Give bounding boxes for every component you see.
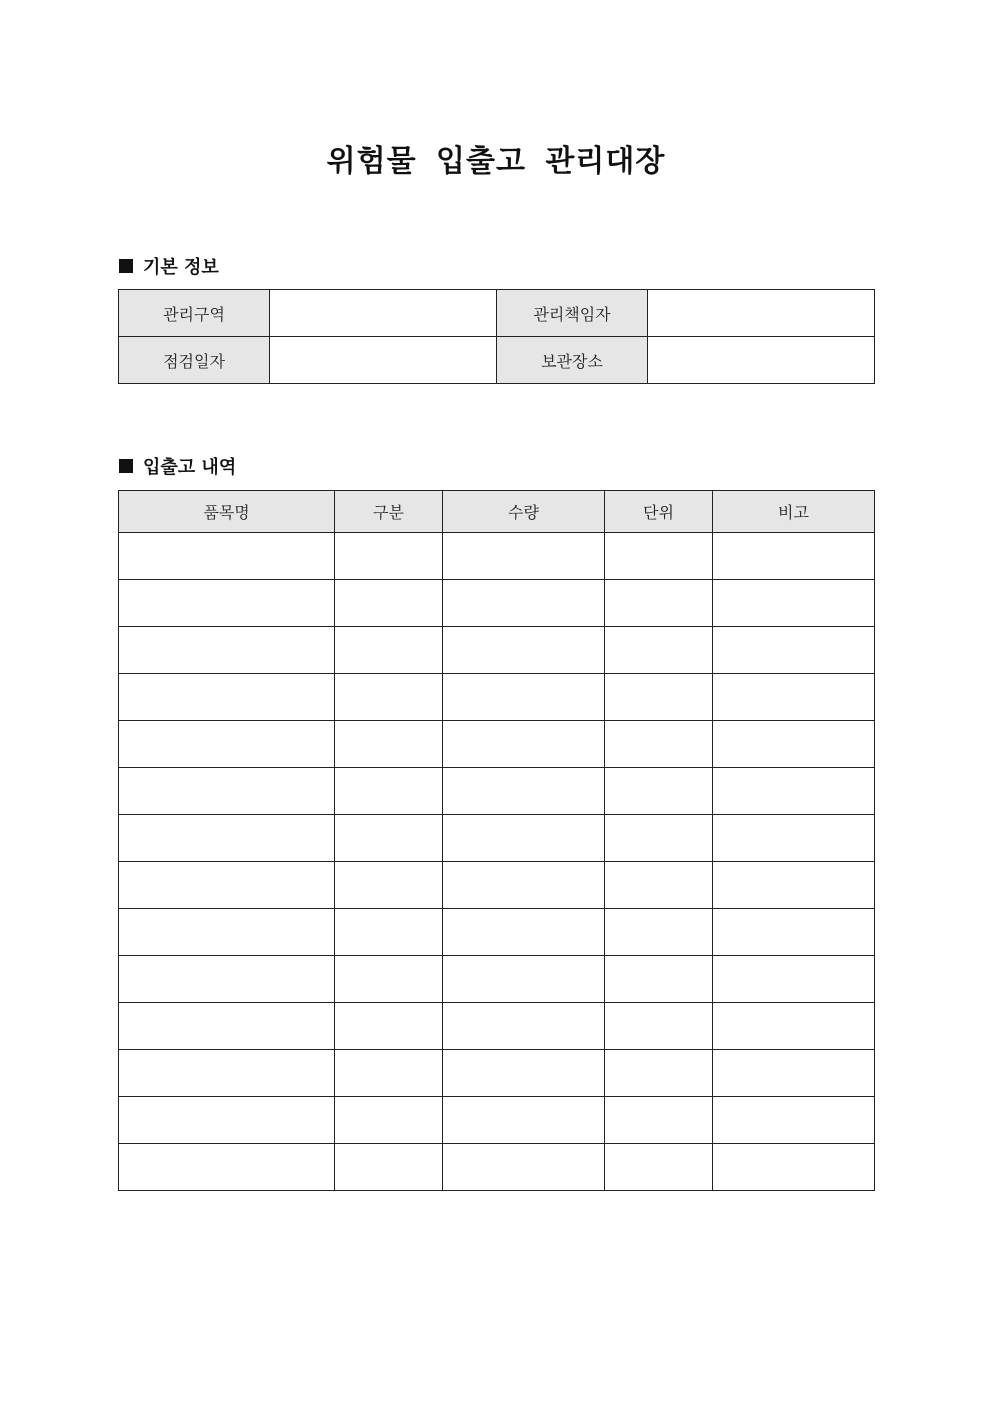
table-row [119,290,875,337]
item-name-cell[interactable] [119,674,335,721]
history-table [118,490,875,1191]
quantity-cell[interactable] [443,1097,605,1144]
quantity-cell[interactable] [443,627,605,674]
quantity-cell[interactable] [443,768,605,815]
history-table-body [119,533,875,1191]
remarks-cell[interactable] [713,956,875,1003]
item-name-cell[interactable] [119,1097,335,1144]
item-name-cell[interactable] [119,533,335,580]
unit-cell[interactable] [605,909,713,956]
unit-cell[interactable] [605,862,713,909]
page-title: 위험물 입출고 관리대장 [326,144,666,179]
quantity-cell[interactable] [443,909,605,956]
quantity-cell[interactable] [443,956,605,1003]
item-name-cell[interactable] [119,1003,335,1050]
table-row [119,337,875,384]
unit-cell[interactable] [605,815,713,862]
unit-cell[interactable] [605,768,713,815]
table-row [119,956,875,1003]
unit-cell[interactable] [605,533,713,580]
quantity-cell[interactable] [443,1144,605,1191]
remarks-cell[interactable] [713,721,875,768]
remarks-cell[interactable] [713,674,875,721]
remarks-cell[interactable] [713,533,875,580]
remarks-cell[interactable] [713,862,875,909]
type-cell[interactable] [335,862,443,909]
quantity-cell[interactable] [443,580,605,627]
remarks-cell[interactable] [713,768,875,815]
quantity-cell[interactable] [443,815,605,862]
quantity-cell[interactable] [443,862,605,909]
section-heading-history [119,453,236,479]
type-cell[interactable] [335,956,443,1003]
column-header-remarks: 비고 [713,491,875,533]
unit-cell[interactable] [605,674,713,721]
unit-cell[interactable] [605,1144,713,1191]
table-row [119,909,875,956]
section-heading-basic-info [119,253,219,279]
table-row [119,862,875,909]
section-heading-label: 입출고 내역 [143,457,237,478]
type-cell[interactable] [335,768,443,815]
table-row [119,1050,875,1097]
remarks-cell[interactable] [713,815,875,862]
square-bullet-icon [119,459,133,473]
column-header-type: 구분 [335,491,443,533]
manager-label: 관리책임자 [497,290,648,337]
remarks-cell[interactable] [713,1050,875,1097]
remarks-cell[interactable] [713,1003,875,1050]
quantity-cell[interactable] [443,1003,605,1050]
table-header-row [119,491,875,533]
table-row [119,674,875,721]
table-row [119,627,875,674]
storage-location-field[interactable] [648,337,875,384]
unit-cell[interactable] [605,627,713,674]
section-heading-label: 기본 정보 [143,257,219,278]
inspection-date-label: 점검일자 [119,337,270,384]
item-name-cell[interactable] [119,1144,335,1191]
item-name-cell[interactable] [119,768,335,815]
type-cell[interactable] [335,1144,443,1191]
basic-info-table [118,289,875,384]
type-cell[interactable] [335,627,443,674]
square-bullet-icon [119,259,133,273]
type-cell[interactable] [335,1050,443,1097]
quantity-cell[interactable] [443,533,605,580]
management-area-field[interactable] [270,290,497,337]
table-row [119,533,875,580]
unit-cell[interactable] [605,1097,713,1144]
type-cell[interactable] [335,533,443,580]
quantity-cell[interactable] [443,674,605,721]
unit-cell[interactable] [605,1003,713,1050]
table-row [119,815,875,862]
unit-cell[interactable] [605,721,713,768]
column-header-unit: 단위 [605,491,713,533]
column-header-item-name: 품목명 [119,491,335,533]
remarks-cell[interactable] [713,1097,875,1144]
unit-cell[interactable] [605,580,713,627]
type-cell[interactable] [335,674,443,721]
item-name-cell[interactable] [119,580,335,627]
item-name-cell[interactable] [119,956,335,1003]
table-row [119,580,875,627]
quantity-cell[interactable] [443,1050,605,1097]
type-cell[interactable] [335,721,443,768]
type-cell[interactable] [335,909,443,956]
column-header-quantity: 수량 [443,491,605,533]
item-name-cell[interactable] [119,909,335,956]
inspection-date-field[interactable] [270,337,497,384]
remarks-cell[interactable] [713,580,875,627]
quantity-cell[interactable] [443,721,605,768]
type-cell[interactable] [335,815,443,862]
item-name-cell[interactable] [119,627,335,674]
table-row [119,1097,875,1144]
remarks-cell[interactable] [713,627,875,674]
table-row [119,1144,875,1191]
storage-location-label: 보관장소 [497,337,648,384]
remarks-cell[interactable] [713,1144,875,1191]
table-row [119,1003,875,1050]
type-cell[interactable] [335,1003,443,1050]
table-row [119,721,875,768]
remarks-cell[interactable] [713,909,875,956]
type-cell[interactable] [335,580,443,627]
item-name-cell[interactable] [119,815,335,862]
unit-cell[interactable] [605,1050,713,1097]
type-cell[interactable] [335,1097,443,1144]
item-name-cell[interactable] [119,862,335,909]
table-row [119,768,875,815]
unit-cell[interactable] [605,956,713,1003]
management-area-label: 관리구역 [119,290,270,337]
item-name-cell[interactable] [119,1050,335,1097]
manager-field[interactable] [648,290,875,337]
item-name-cell[interactable] [119,721,335,768]
